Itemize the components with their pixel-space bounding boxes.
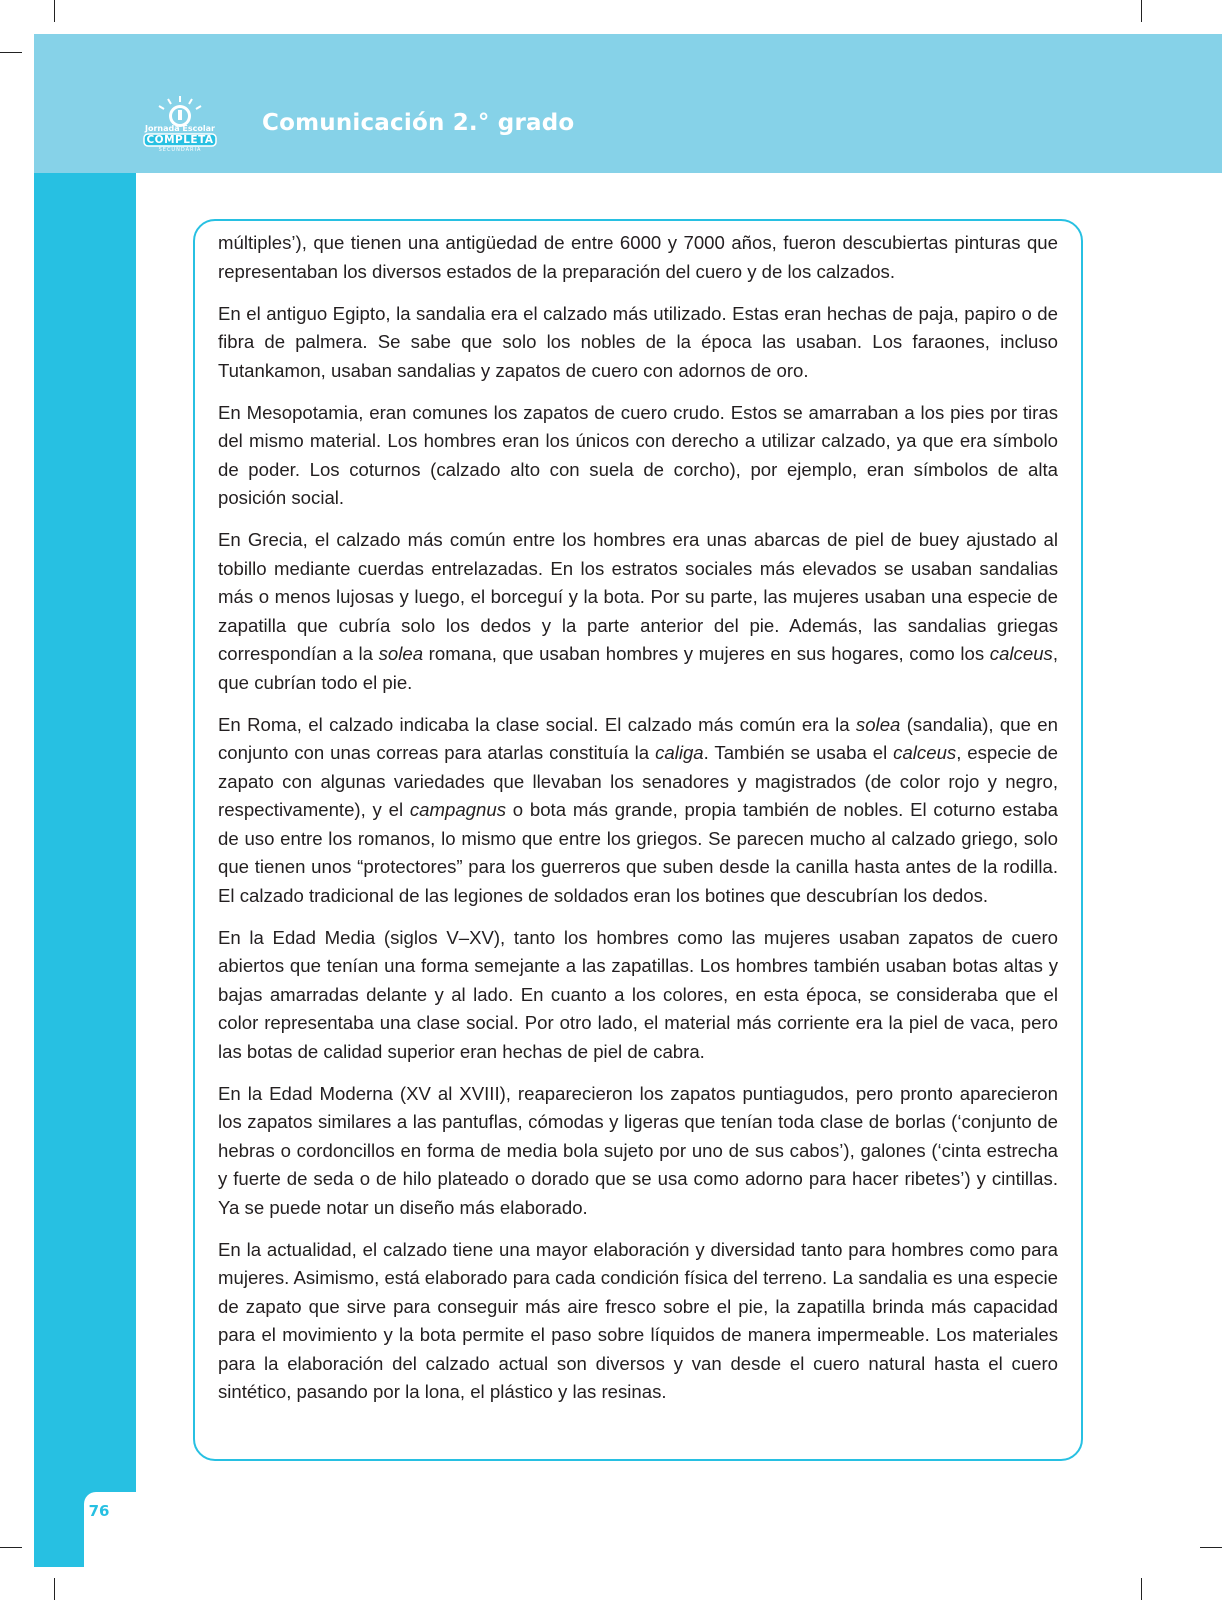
body-paragraph bbox=[218, 229, 1058, 286]
body-paragraph bbox=[218, 1080, 1058, 1223]
text-run: En Roma, el calzado indicaba la clase social. El calzado más común era la bbox=[218, 713, 856, 735]
logo-line-1: Jornada Escolar bbox=[145, 124, 215, 133]
logo-line-2: COMPLETA bbox=[146, 134, 214, 146]
italic-term: solea bbox=[855, 713, 901, 735]
text-run: En Mesopotamia, eran comunes los zapatos de cuero crudo. Estos se amarraban a los pies por tiras del mismo material. Los hombres eran los únicos con derecho a utilizar calzado, ya que era símbolo de poder. Los coturnos (calzado alto con suela de corcho), por ejemplo, eran símbolos de alta posición social. bbox=[218, 401, 1058, 508]
text-run: En Grecia, el calzado más común entre los hombres era unas abarcas de piel de buey ajustado al tobillo mediante cuerdas entrelazadas. En los estratos sociales más elevados se usaban sandalias más o menos lujosas y luego, el borceguí y la bota. Por su parte, las mujeres usaban una especie de zapatilla que cubría solo los dedos y la parte anterior del pie. Además, las sandalias griegas correspondían a la bbox=[218, 529, 1058, 664]
text-run: En la Edad Moderna (XV al XVIII), reaparecieron los zapatos puntiagudos, pero pronto aparecieron los zapatos similares a las pantuflas, cómodas y ligeras que tenían toda clase de borlas (‘conjunto de hebras o cordoncillos en forma de media bola sujeto por uno de sus cabos’), galones (‘cinta estrecha y fuerte de seda o de hilo plateado o dorado que se usa como adorno para hacer ribetes’) y cintillas. Ya se puede notar un diseño más elaborado. bbox=[218, 1082, 1058, 1218]
italic-term: calceus bbox=[989, 643, 1053, 664]
text-run: múltiples’), que tienen una antigüedad de entre 6000 y 7000 años, fueron descubiertas pinturas que representaban los diversos estados de la preparación del cuero y de los calzados. bbox=[218, 232, 1058, 282]
text-run: En la actualidad, el calzado tiene una mayor elaboración y diversidad tanto para hombres como para mujeres. Asimismo, está elaborado para cada condición física del terreno. La sandalia es una especie de zapato que sirve para conseguir más aire fresco sobre el pie, la zapatilla brinda más capacidad para el movimiento y la bota permite el paso sobre líquidos de manera impermeable. Los materiales para la elaboración del calzado actual son diversos y van desde el cuero natural hasta el cuero sintético, pasando por la lona, el plástico y las resinas. bbox=[218, 1238, 1058, 1402]
text-run: En el antiguo Egipto, la sandalia era el calzado más utilizado. Estas eran hechas de paja, papiro o de fibra de palmera. Se sabe que solo los nobles de la época las usaban. Los faraones, incluso Tutankamon, usaban sandalias y zapatos de cuero con adornos de oro. bbox=[218, 302, 1058, 381]
body-paragraph bbox=[218, 1236, 1058, 1407]
page-header-title: Comunicación 2.° grado bbox=[262, 110, 575, 136]
body-paragraph bbox=[218, 300, 1058, 386]
crop-mark bbox=[1141, 1578, 1142, 1600]
italic-term: calceus bbox=[893, 742, 957, 763]
text-run: , que cubrían todo el pie. bbox=[218, 643, 1058, 693]
crop-mark bbox=[0, 1547, 22, 1548]
crop-mark bbox=[54, 0, 55, 22]
text-run: En la Edad Media (siglos V–XV), tanto los hombres como las mujeres usaban zapatos de cuero abiertos que tenían una forma semejante a las zapatillas. Los hombres también usaban botas altas y bajas amarradas delante y al lado. En cuanto a los colores, en esta época, se consideraba que el color representaba una clase social. Por otro lado, el material más corriente era la piel de vaca, pero las botas de calidad superior eran hechas de piel de cabra. bbox=[218, 926, 1058, 1062]
crop-mark bbox=[0, 52, 22, 53]
text-run: (sandalia), que en conjunto con unas correas para atarlas constituía la bbox=[218, 713, 1058, 763]
text-run: , especie de zapato con algunas variedades que llevaban los senadores y magistrados (de color rojo y negro, respectivamente), y el bbox=[218, 742, 1058, 820]
logo-line-3: SECUNDARIA bbox=[158, 147, 202, 153]
text-run: o bota más grande, propia también de nobles. El coturno estaba de uso entre los romanos, lo mismo que entre los griegos. Se parecen mucho al calzado griego, solo que tienen unos “protectores” para los guerreros que suben desde la canilla hasta antes de la rodilla. El calzado tradicional de las legiones de soldados eran los botines que descubrían los dedos. bbox=[218, 799, 1059, 906]
crop-mark bbox=[1141, 0, 1142, 22]
crop-mark bbox=[1200, 1547, 1222, 1548]
italic-term: caliga bbox=[655, 742, 704, 763]
italic-term: campagnus bbox=[409, 799, 506, 820]
page-number: 76 bbox=[88, 1502, 110, 1520]
body-paragraph bbox=[218, 399, 1058, 513]
italic-term: solea bbox=[378, 643, 424, 664]
text-run: . También se usaba el bbox=[703, 742, 894, 763]
crop-mark bbox=[54, 1578, 55, 1600]
body-paragraph bbox=[218, 526, 1058, 697]
body-paragraph bbox=[218, 711, 1058, 911]
side-band bbox=[34, 173, 136, 1567]
reading-text bbox=[218, 229, 1058, 1407]
text-run: romana, que usaban hombres y mujeres en sus hogares, como los bbox=[423, 643, 990, 664]
body-paragraph bbox=[218, 924, 1058, 1067]
program-logo bbox=[138, 94, 222, 154]
